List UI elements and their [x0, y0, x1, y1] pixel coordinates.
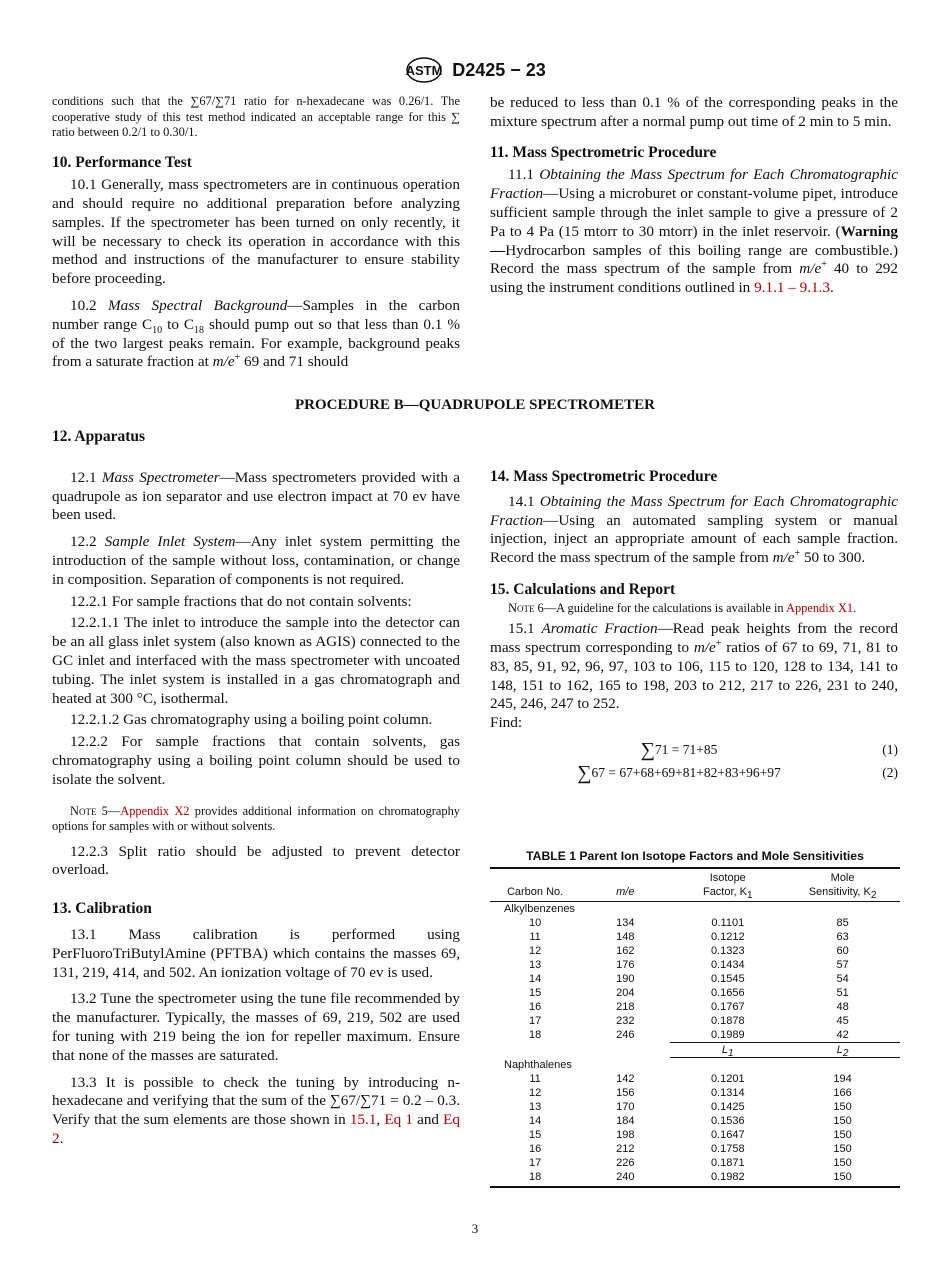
cell-m-e: 184 — [616, 1115, 635, 1127]
cell-carbon-no: 18 — [528, 1029, 542, 1042]
cell-m-e: 246 — [616, 1029, 635, 1042]
section-15-heading: 15. Calculations and Report — [490, 580, 676, 598]
equation-2: ∑67 = 67+68+69+81+82+83+96+97 (2) — [577, 761, 898, 784]
cell-m-e: 134 — [616, 917, 635, 929]
table-row — [490, 930, 900, 944]
table-1-caption: TABLE 1 Parent Ion Isotope Factors and Mole Sensitivities — [526, 849, 864, 863]
paragraph-12-1: 12.1 Mass Spectrometer—Mass spectrometers provided with a quadrupole as ion separator and use electron impact at 70 ev have been used. — [52, 468, 461, 524]
cell-carbon-no: 12 — [528, 1087, 542, 1099]
find-label: Find: — [490, 714, 523, 732]
astm-logo-icon — [404, 56, 444, 84]
paragraph-12-2: 12.2 Sample Inlet System—Any inlet system permitting the introduction of the sample without loss, contamination, or change in composition. Separation of components is not required. — [52, 533, 461, 588]
cell-carbon-no: 16 — [528, 1143, 542, 1155]
equation-number: (2) — [882, 764, 898, 780]
cell-isotope-factor: 0.1878 — [710, 1015, 745, 1027]
cell-mole-sensitivity: 60 — [836, 945, 849, 957]
paragraph-10-2: 10.2 Mass Spectral Background—Samples in the carbon number range $C_{10}$ to $C_{18}$ should pump out so that less than 0.1 % of the two largest peaks remain. For example, background peaks from a saturate fraction at m/e+ 69 and 71 should — [52, 297, 460, 371]
paragraph-14-1: 14.1 Obtaining the Mass Spectrum for Each Chromatographic Fraction—Using an automated sampling system or manual injection, inject an appropriate amount of each sample fraction. Record the mass spectrum of the sample from m/e+ 50 to 300. — [490, 492, 898, 567]
cell-m-e: 212 — [616, 1143, 635, 1155]
cell-mole-sensitivity: 150 — [833, 1115, 852, 1127]
sigma-icon: ∑ — [577, 761, 592, 784]
cell-m-e: 142 — [616, 1073, 635, 1085]
paragraph-13-2: 13.2 Tune the spectrometer using the tune file recommended by the manufacturer. Typically, the masses of 69, 219, 502 are used for tuning with 219 being the ion for repeller maximum. Ensure that none of the masses are saturated. — [52, 990, 460, 1064]
l1-label: $L_1$ — [670, 1043, 785, 1058]
cell-mole-sensitivity: 166 — [833, 1087, 852, 1099]
table-row — [490, 1014, 900, 1028]
section-14-heading: 14. Mass Spectrometric Procedure — [490, 468, 718, 485]
section-12-heading: 12. Apparatus — [52, 428, 146, 445]
paragraph-12-2-3: 12.2.3 Split ratio should be adjusted to prevent detector overload. — [52, 842, 460, 879]
table-row — [490, 1142, 900, 1156]
cell-mole-sensitivity: 57 — [836, 959, 849, 971]
cell-m-e: 176 — [616, 959, 635, 971]
cell-mole-sensitivity: 150 — [833, 1157, 852, 1169]
cell-carbon-no: 14 — [528, 1115, 542, 1127]
col-mole-sensitivity: Mole Sensitivity, $K_2$ — [785, 868, 900, 902]
cell-isotope-factor: 0.1982 — [670, 1170, 785, 1187]
group-row-naphthalenes: Naphthalenes — [504, 1059, 572, 1071]
cell-isotope-factor: 0.1758 — [710, 1143, 745, 1155]
col-isotope-factor: Isotope Factor, $K_1$ — [670, 868, 785, 902]
cell-carbon-no: 15 — [528, 987, 542, 999]
cell-isotope-factor: 0.1767 — [710, 1001, 745, 1013]
cell-m-e: 226 — [616, 1157, 635, 1169]
cell-carbon-no: 17 — [528, 1015, 542, 1027]
table-row — [490, 1028, 900, 1043]
link-appendix-x2[interactable]: Appendix X2 — [120, 803, 190, 818]
paragraph-12-2-1: 12.2.1 For sample fractions that do not contain solvents: — [70, 592, 412, 610]
warning-label: Warning— — [490, 222, 898, 259]
cell-mole-sensitivity: 194 — [833, 1073, 852, 1085]
cell-carbon-no: 18 — [490, 1170, 580, 1187]
cell-mole-sensitivity: 54 — [836, 973, 849, 985]
col-m-e: m/e — [580, 868, 670, 902]
term-mass-spectral-background: Mass Spectral Background — [108, 297, 288, 315]
cell-mole-sensitivity: 42 — [836, 1029, 849, 1041]
cell-m-e: 156 — [616, 1087, 635, 1099]
table-1-body — [490, 902, 900, 1188]
cell-mole-sensitivity: 85 — [836, 917, 849, 929]
l-header-row — [490, 1043, 900, 1058]
paragraph-12-2-1-1: 12.2.1.1 The inlet to introduce the sample into the detector can be an all glass inlet system (also known as AGIS) connected to the GC inlet and interfaced with the mass spectrometer with uncoated tubing. The inlet system is installed in a gas chromatograph and heated at 300 °C, isothermal. — [52, 614, 460, 707]
section-10-heading: 10. Performance Test — [52, 153, 192, 171]
cell-carbon-no: 13 — [528, 959, 542, 971]
cell-carbon-no: 16 — [528, 1001, 542, 1013]
cell-m-e: 204 — [616, 987, 635, 999]
table-row — [490, 1156, 900, 1170]
cell-carbon-no: 17 — [528, 1157, 542, 1169]
document-code: D2425 − 23 — [452, 59, 546, 80]
cell-isotope-factor: 0.1647 — [710, 1129, 745, 1141]
cell-mole-sensitivity: 48 — [836, 1001, 849, 1013]
cell-m-e: 198 — [616, 1129, 635, 1141]
table-row — [490, 1086, 900, 1100]
right-column-top — [490, 94, 898, 298]
cell-isotope-factor: 0.1314 — [710, 1087, 745, 1099]
paragraph-13-3: 13.3 It is possible to check the tuning by introducing n-hexadecane and verifying that the sum of the ∑67/∑71 = 0.2 – 0.3. Verify that the sum elements are those shown in 15.1, Eq 1 and Eq 2. — [52, 1073, 461, 1147]
cell-isotope-factor: 0.1545 — [710, 973, 745, 985]
table-row — [490, 972, 900, 986]
cell-m-e: 148 — [616, 931, 635, 943]
equation-number: (1) — [882, 742, 898, 758]
table-row — [490, 1000, 900, 1014]
cell-isotope-factor: 0.1989 — [710, 1029, 745, 1041]
sigma-icon: ∑ — [640, 739, 655, 762]
table-row — [490, 1072, 900, 1086]
link-eq-2[interactable]: Eq 2 — [52, 1111, 461, 1147]
cell-carbon-no: 10 — [528, 917, 542, 929]
cell-mole-sensitivity: 150 — [833, 1143, 852, 1155]
cell-carbon-no: 15 — [528, 1129, 542, 1141]
continuation-text: conditions such that the ∑67/∑71 ratio for n-hexadecane was 0.26/1. The cooperative study of this test method indicated an acceptable range for this ∑ ratio between 0.2/1 to 0.30/1. — [52, 94, 460, 139]
cell-isotope-factor: 0.1536 — [710, 1115, 745, 1127]
paragraph-12-2-1-2: 12.2.1.2 Gas chromatography using a boiling point column. — [70, 711, 433, 729]
left-column-top — [52, 94, 460, 372]
svg-text:ASTM: ASTM — [405, 63, 443, 78]
cell-isotope-factor: 0.1871 — [710, 1157, 745, 1169]
procedure-b-heading: PROCEDURE B—QUADRUPOLE SPECTROMETER — [294, 397, 656, 413]
link-eq-1[interactable]: Eq 1 — [384, 1111, 413, 1129]
paragraph-15-1: 15.1 Aromatic Fraction—Read peak heights from the record mass spectrum corresponding to m/e+ ratios of 67 to 69, 71, 81 to 83, 85, 91, 92, 96, 97, 103 to 106, 115 to 120, 128 to 134, 141 to 148, 151 to 162, 165 to 198, 203 to 212, 217 to 226, 231 to 240, 245, 246, 247 to 252. — [490, 620, 899, 713]
right-column-bottom — [490, 468, 898, 787]
paragraph-13-1: 13.1 Mass calibration is performed using PerFluoroTriButylAmine (PFTBA) which contains the masses 69, 131, 219, 414, and 502. An ionization voltage of 70 ev is used. — [52, 925, 460, 981]
note-6: Note 6—A guideline for the calculations is available in Appendix X1. — [508, 600, 857, 615]
cell-mole-sensitivity: 63 — [836, 931, 849, 943]
table-row — [490, 1100, 900, 1114]
table-1-container — [490, 849, 900, 1188]
link-appendix-x1[interactable]: Appendix X1 — [786, 600, 854, 615]
cell-isotope-factor: 0.1656 — [710, 987, 745, 999]
cell-m-e: 170 — [616, 1101, 635, 1113]
table-1 — [490, 867, 900, 1188]
l2-label: $L_2$ — [785, 1043, 900, 1058]
cell-mole-sensitivity: 150 — [785, 1170, 900, 1187]
cell-m-e: 162 — [616, 945, 635, 957]
cell-m-e: 240 — [580, 1170, 670, 1187]
cell-carbon-no: 13 — [528, 1101, 542, 1113]
cell-mole-sensitivity: 150 — [833, 1129, 852, 1141]
cell-isotope-factor: 0.1201 — [710, 1073, 745, 1085]
cell-isotope-factor: 0.1425 — [710, 1101, 745, 1113]
cell-isotope-factor: 0.1212 — [710, 931, 745, 943]
cell-mole-sensitivity: 45 — [836, 1015, 849, 1027]
table-row — [490, 944, 900, 958]
cell-isotope-factor: 0.1434 — [710, 959, 745, 971]
paragraph-10-1: 10.1 Generally, mass spectrometers are in continuous operation and should require no additional preparation before analyzing samples. If the spectrometer has been turned on only recently, it will be necessary to check its operation in accordance with this method and instructions of the manufacturer to ensure stability before proceeding. — [52, 176, 460, 288]
continuation-text: be reduced to less than 0.1 % of the corresponding peaks in the mixture spectrum after a normal pump out time of 2 min to 5 min. — [490, 94, 898, 130]
paragraph-12-2-2: 12.2.2 For sample fractions that contain solvents, gas chromatography using a boiling point column should be used to isolate the solvent. — [52, 733, 460, 788]
table-row — [490, 1128, 900, 1142]
cell-m-e: 190 — [616, 973, 635, 985]
cell-m-e: 232 — [616, 1015, 635, 1027]
section-11-heading: 11. Mass Spectrometric Procedure — [490, 143, 717, 161]
paragraph-11-1: 11.1 Obtaining the Mass Spectrum for Each Chromatographic Fraction—Using a microburet or constant-volume pipet, introduce sufficient sample through the inlet sample to give a pressure of 2 Pa to 4 Pa (15 mtorr to 30 mtorr) in the inlet reservoir. (Warning—Hydrocarbon samples of this boiling range are combustible.) Record the mass spectrum of the sample from m/e+ 40 to 292 using the instrument conditions outlined in 9.1.1 – 9.1.3. — [490, 166, 898, 297]
cell-carbon-no: 12 — [528, 945, 542, 957]
table-row — [490, 1114, 900, 1128]
table-row — [490, 958, 900, 972]
equation-1: ∑71 = 71+85 (1) — [640, 739, 898, 762]
table-header-row — [490, 868, 900, 902]
page-number: 3 — [471, 1221, 479, 1236]
col-carbon-no: Carbon No. — [490, 868, 580, 902]
table-row — [490, 916, 900, 930]
cell-mole-sensitivity: 150 — [833, 1101, 852, 1113]
table-row — [490, 1170, 900, 1187]
link-9-1-1-to-9-1-3[interactable]: 9.1.1 – 9.1.3 — [754, 279, 831, 297]
note-5: Note 5—Appendix X2 provides additional information on chromatography options for samples with or without solvents. — [52, 803, 460, 834]
cell-carbon-no: 14 — [528, 973, 542, 985]
table-row — [490, 986, 900, 1000]
link-15-1[interactable]: 15.1 — [349, 1111, 377, 1129]
cell-carbon-no: 11 — [529, 1073, 541, 1085]
cell-carbon-no: 11 — [529, 931, 541, 943]
section-13-heading: 13. Calibration — [52, 900, 152, 918]
left-column-bottom — [52, 428, 460, 1149]
cell-isotope-factor: 0.1323 — [710, 945, 745, 957]
page-header — [0, 56, 950, 84]
group-row-alkylbenzenes: Alkylbenzenes — [504, 903, 575, 915]
cell-isotope-factor: 0.1101 — [711, 917, 745, 929]
cell-m-e: 218 — [616, 1001, 635, 1013]
cell-mole-sensitivity: 51 — [836, 987, 849, 999]
